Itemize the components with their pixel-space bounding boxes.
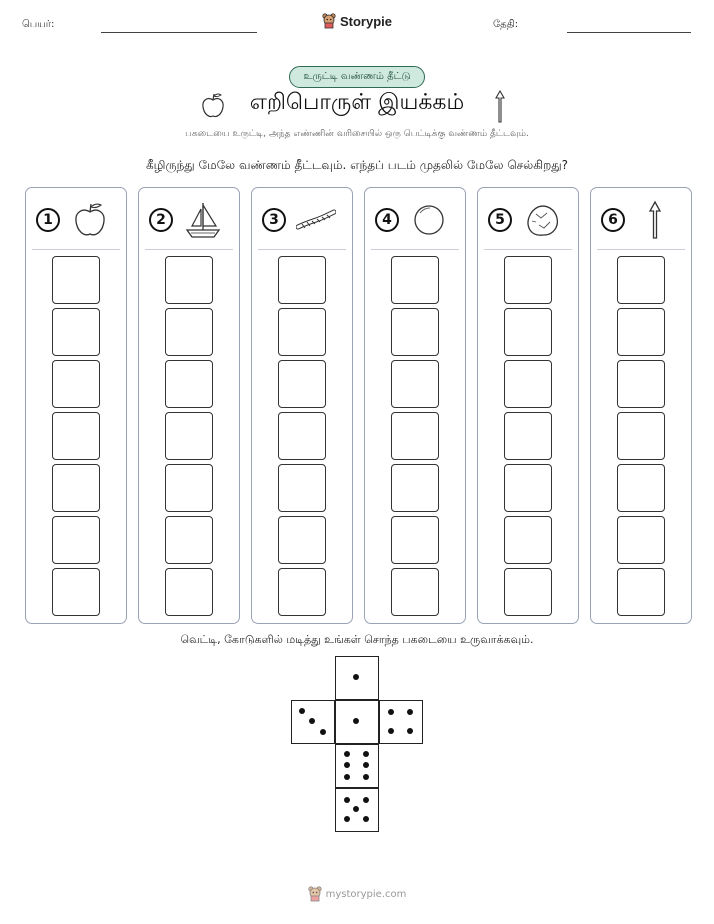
color-box[interactable] [165, 256, 213, 304]
apple-icon [70, 200, 110, 240]
color-box[interactable] [165, 568, 213, 616]
column-number: 2 [149, 208, 173, 232]
ball-icon [409, 200, 449, 240]
color-box[interactable] [391, 568, 439, 616]
color-box[interactable] [278, 464, 326, 512]
date-line[interactable] [567, 32, 691, 33]
tracks-area [25, 187, 690, 624]
color-box[interactable] [617, 568, 665, 616]
column-number: 1 [36, 208, 60, 232]
color-box[interactable] [52, 568, 100, 616]
bear-mascot-icon [322, 13, 336, 29]
page-title: எறிபொருள் இயக்கம் [249, 90, 465, 115]
color-box[interactable] [617, 256, 665, 304]
color-box[interactable] [165, 516, 213, 564]
track-column-4 [364, 187, 466, 624]
color-box[interactable] [504, 516, 552, 564]
color-box[interactable] [278, 516, 326, 564]
color-box[interactable] [504, 360, 552, 408]
dice-face-1 [335, 656, 379, 700]
color-box[interactable] [278, 308, 326, 356]
rock-icon [522, 200, 562, 240]
color-box[interactable] [504, 464, 552, 512]
color-box[interactable] [504, 308, 552, 356]
color-box[interactable] [165, 360, 213, 408]
color-box[interactable] [391, 256, 439, 304]
name-line[interactable] [101, 32, 257, 33]
column-number: 4 [375, 208, 399, 232]
color-box[interactable] [617, 360, 665, 408]
color-box[interactable] [52, 256, 100, 304]
dice-face-1 [335, 700, 379, 744]
track-column-2 [138, 187, 240, 624]
column-number: 5 [488, 208, 512, 232]
color-box[interactable] [617, 308, 665, 356]
color-box[interactable] [391, 308, 439, 356]
color-box[interactable] [278, 412, 326, 460]
color-box[interactable] [278, 568, 326, 616]
color-box[interactable] [617, 412, 665, 460]
dice-face-5 [335, 788, 379, 832]
track-column-1 [25, 187, 127, 624]
color-box[interactable] [391, 412, 439, 460]
color-box[interactable] [165, 412, 213, 460]
arrow-icon [635, 200, 675, 240]
rope-icon [296, 200, 336, 240]
dice-face-6 [335, 744, 379, 788]
dice-face-4 [379, 700, 423, 744]
color-box[interactable] [52, 412, 100, 460]
arrow-icon [493, 90, 507, 124]
column-number: 6 [601, 208, 625, 232]
brand-logo [0, 13, 714, 29]
color-box[interactable] [278, 360, 326, 408]
brand-name: Storypie [339, 13, 392, 29]
name-label: பெயர்: [22, 19, 55, 30]
color-box[interactable] [391, 464, 439, 512]
footer-url[interactable]: mystorypie.com [325, 888, 407, 900]
footer [0, 886, 714, 902]
color-box[interactable] [504, 256, 552, 304]
cut-fold-instruction: வெட்டி, கோடுகளில் மடித்து உங்கள் சொந்த பகடையை உருவாக்கவும். [180, 633, 534, 646]
column-number: 3 [262, 208, 286, 232]
color-box[interactable] [504, 412, 552, 460]
track-column-3 [251, 187, 353, 624]
date-label: தேதி: [493, 19, 519, 30]
track-column-6 [590, 187, 692, 624]
activity-badge: உருட்டி வண்ணம் தீட்டு [289, 66, 425, 88]
color-box[interactable] [617, 464, 665, 512]
color-box[interactable] [504, 568, 552, 616]
dice-face-3 [291, 700, 335, 744]
subtitle: பகடையை உருட்டி, அந்த எண்ணின் வரிசையில் ஒரு பெட்டிக்கு வண்ணம் தீட்டவும். [185, 129, 529, 139]
bear-mascot-icon [308, 886, 322, 902]
color-box[interactable] [165, 464, 213, 512]
color-box[interactable] [52, 360, 100, 408]
color-box[interactable] [165, 308, 213, 356]
sailboat-icon [183, 200, 223, 240]
color-box[interactable] [391, 516, 439, 564]
color-box[interactable] [617, 516, 665, 564]
color-box[interactable] [52, 308, 100, 356]
color-box[interactable] [391, 360, 439, 408]
track-column-5 [477, 187, 579, 624]
color-box[interactable] [52, 464, 100, 512]
color-box[interactable] [52, 516, 100, 564]
color-box[interactable] [278, 256, 326, 304]
question: கீழிருந்து மேலே வண்ணம் தீட்டவும். எந்தப் படம் முதலில் மேலே செல்கிறது? [145, 158, 569, 172]
